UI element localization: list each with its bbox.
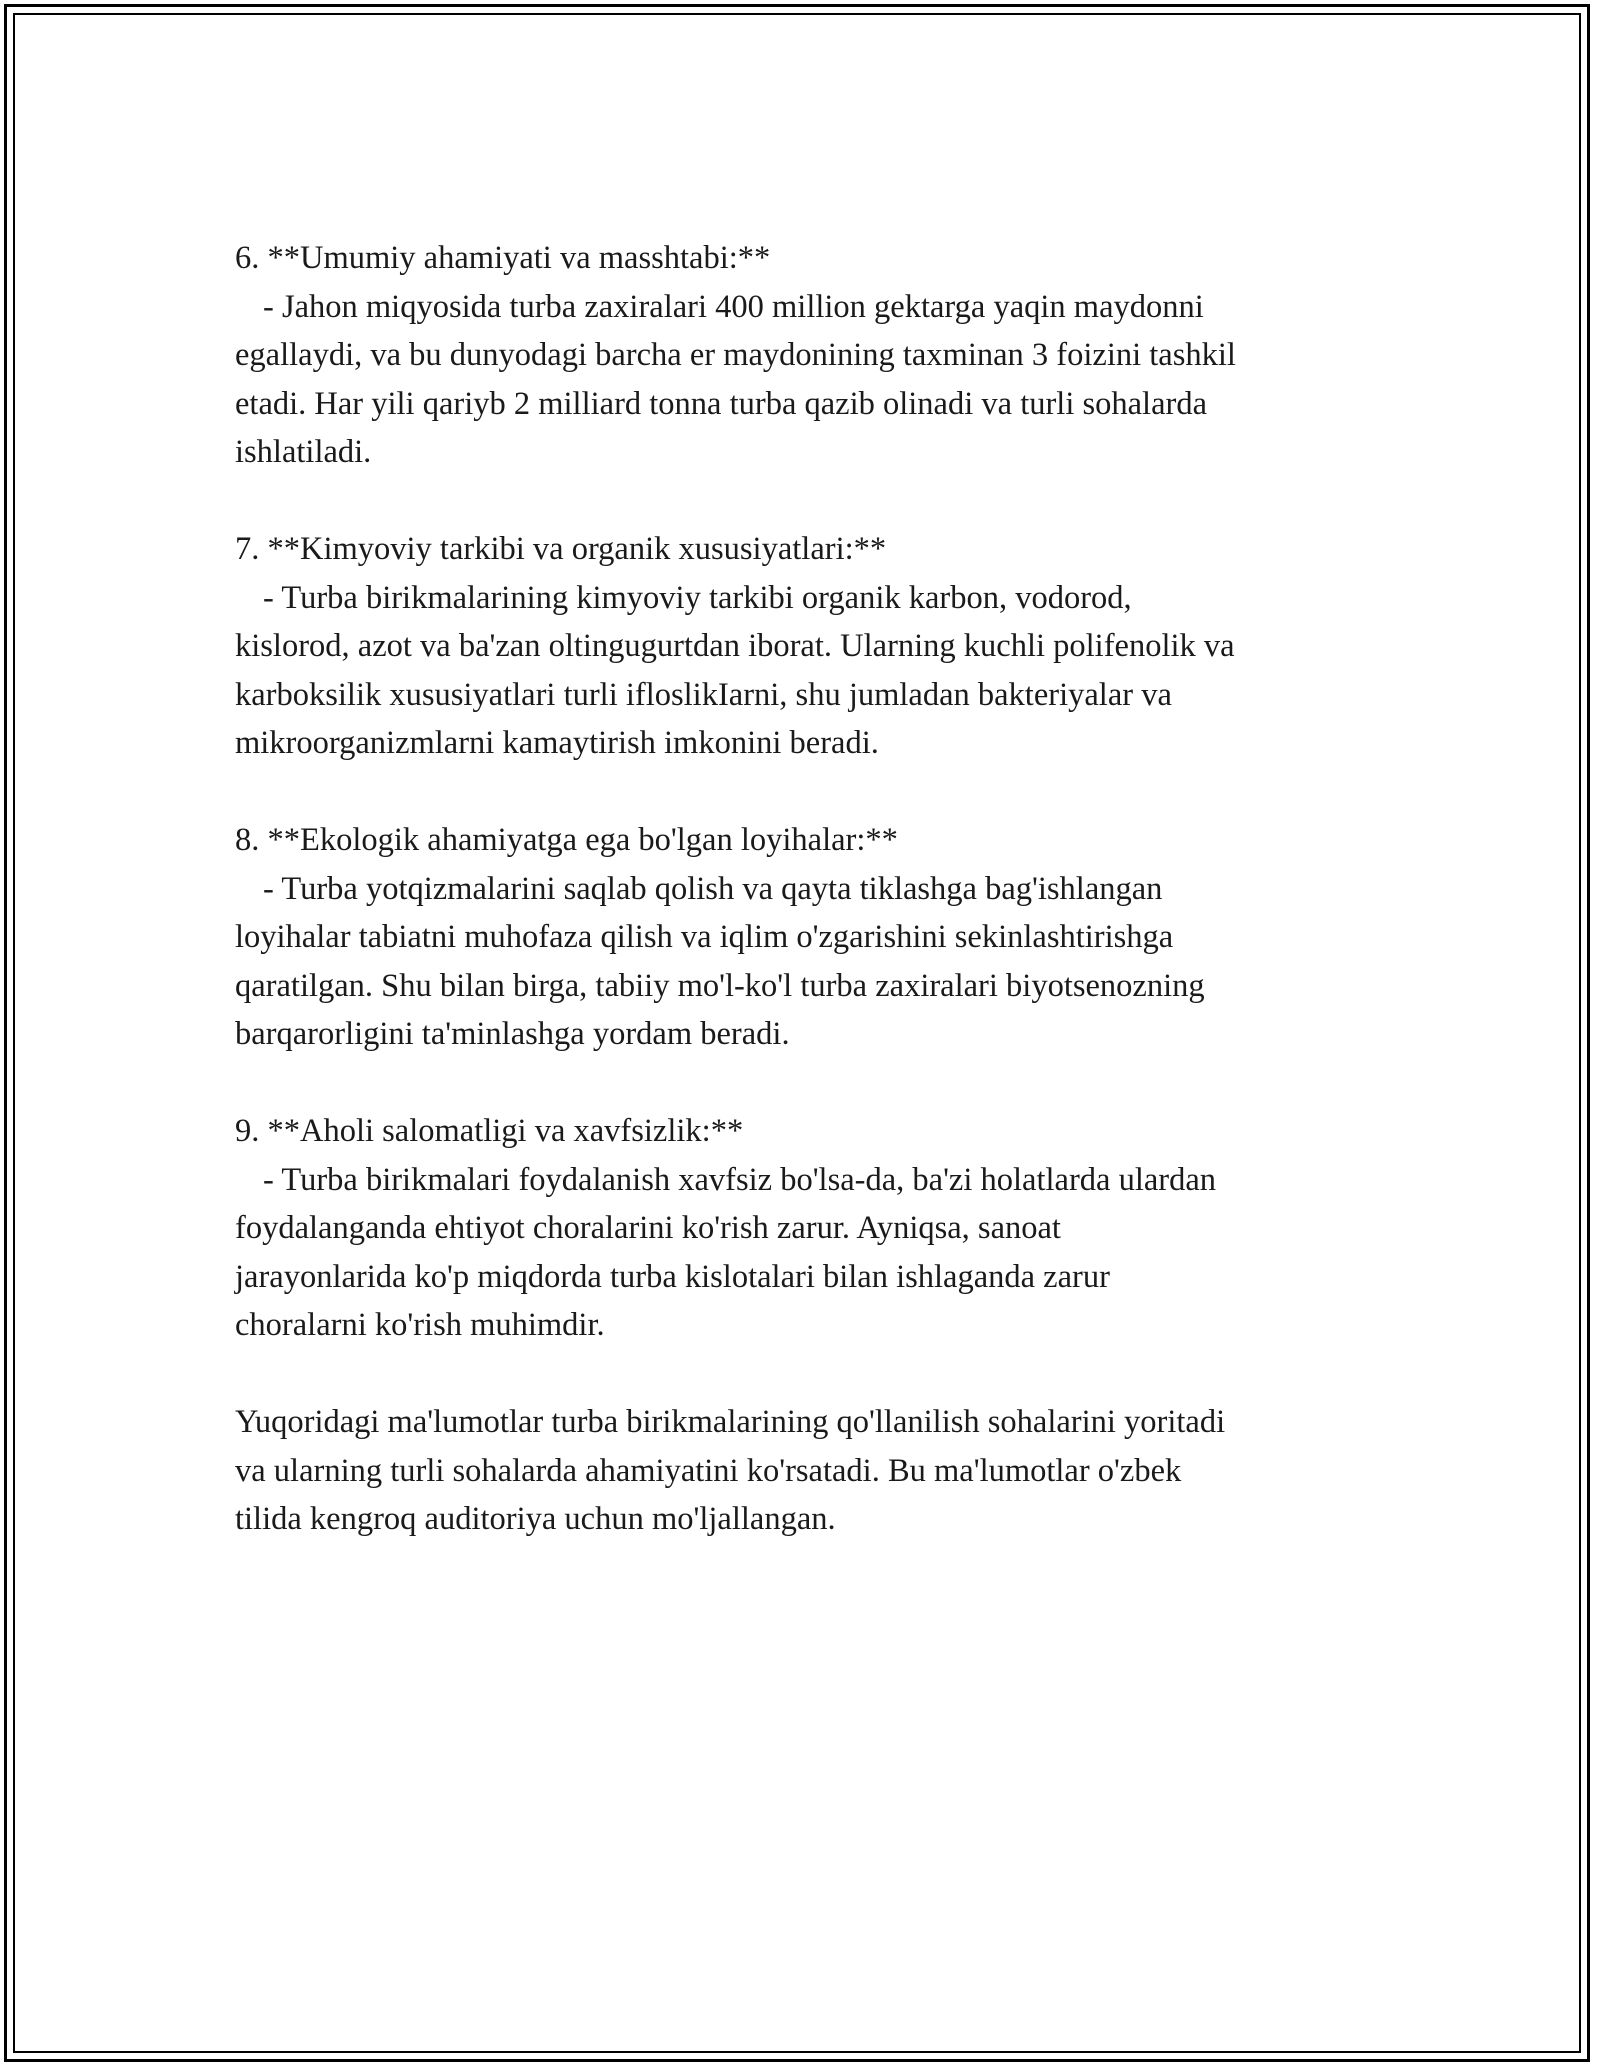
- section-line: jarayonlarida ko'p miqdorda turba kislotalari bilan ishlaganda zarur: [235, 1258, 1110, 1295]
- section-line: - Turba birikmalari foydalanish xavfsiz bo'lsa-da, ba'zi holatlarda ulardan: [263, 1161, 1217, 1198]
- conclusion-line: va ularning turli sohalarda ahamiyatini ko'rsatadi. Bu ma'lumotlar o'zbek: [235, 1452, 1182, 1489]
- section-9: [235, 1107, 1385, 1350]
- section-heading: 6. **Umumiy ahamiyati va masshtabi:**: [235, 240, 771, 276]
- section-line: mikroorganizmlarni kamaytirish imkonini beradi.: [235, 725, 879, 761]
- conclusion-paragraph: [235, 1398, 1385, 1544]
- section-line: etadi. Har yili qariyb 2 milliard tonna turba qazib olinadi va turli sohalarda: [235, 385, 1208, 422]
- section-heading: 9. **Aholi salomatligi va xavfsizlik:**: [235, 1113, 744, 1149]
- section-7: [235, 525, 1385, 768]
- section-line: karboksilik xususiyatlari turli ifloslikIarni, shu jumladan bakteriyalar va: [235, 676, 1172, 713]
- section-line: barqarorligini ta'minlashga yordam beradi.: [235, 1016, 790, 1052]
- section-line: choralarni ko'rish muhimdir.: [235, 1307, 605, 1343]
- section-6: [235, 234, 1385, 477]
- section-heading: 7. **Kimyoviy tarkibi va organik xususiyatlari:**: [235, 531, 887, 567]
- section-line: egallaydi, va bu dunyodagi barcha er maydonining taxminan 3 foizini tashkil: [235, 337, 1236, 373]
- section-line: - Turba yotqizmalarini saqlab qolish va qayta tiklashga bag'ishlangan: [263, 870, 1163, 907]
- section-line: foydalanganda ehtiyot choralarini ko'rish zarur. Ayniqsa, sanoat: [235, 1210, 1061, 1246]
- section-line: - Turba birikmalarining kimyoviy tarkibi organik karbon, vodorod,: [263, 579, 1132, 616]
- section-8: [235, 816, 1385, 1059]
- section-line: loyihalar tabiatni muhofaza qilish va iqlim o'zgarishini sekinlashtirishga: [235, 919, 1174, 955]
- document-body: [235, 234, 1385, 1592]
- section-line: ishlatiladi.: [235, 434, 372, 470]
- conclusion-line: tilida kengroq auditoriya uchun mo'ljallangan.: [235, 1501, 836, 1537]
- section-line: qaratilgan. Shu bilan birga, tabiiy mo'l-ko'l turba zaxiralari biyotsenozning: [235, 967, 1205, 1004]
- section-line: - Jahon miqyosida turba zaxiralari 400 million gektarga yaqin maydonni: [263, 288, 1204, 325]
- conclusion-line: Yuqoridagi ma'lumotlar turba birikmalarining qo'llanilish sohalarini yoritadi: [235, 1404, 1226, 1440]
- section-line: kislorod, azot va ba'zan oltingugurtdan iborat. Ularning kuchli polifenolik va: [235, 628, 1235, 664]
- section-heading: 8. **Ekologik ahamiyatga ega bo'lgan loyihalar:**: [235, 822, 898, 858]
